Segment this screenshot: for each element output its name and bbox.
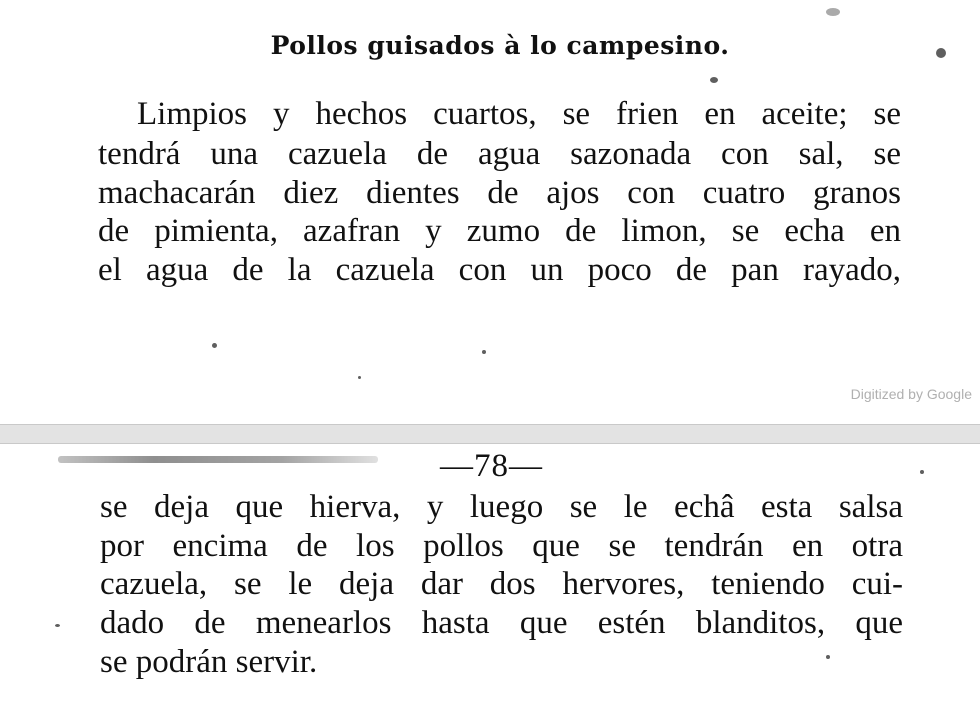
ink-speck	[936, 48, 946, 58]
digitized-watermark: Digitized by Google	[850, 386, 972, 402]
ink-speck	[920, 470, 924, 474]
text-line: el agua de la cazuela con un poco de pan rayado,	[98, 252, 901, 288]
ink-speck	[358, 376, 361, 379]
ink-speck	[826, 655, 830, 659]
text-line: de pimienta, azafran y zumo de limon, se echa en	[98, 213, 901, 249]
ink-speck	[55, 624, 60, 627]
text-line: dado de menearlos hasta que estén blanditos, que	[100, 605, 903, 641]
scan-artifact	[58, 456, 378, 463]
ink-speck	[710, 77, 718, 83]
ink-speck	[482, 350, 486, 354]
page-number: —78—	[440, 448, 543, 484]
text-line: tendrá una cazuela de agua sazonada con sal, se	[98, 136, 901, 172]
ink-speck	[826, 8, 840, 16]
text-line: cazuela, se le deja dar dos hervores, teniendo cui-	[100, 566, 903, 602]
text-line: se deja que hierva, y luego se le echâ esta salsa	[100, 489, 903, 525]
page-separator	[0, 424, 980, 444]
text-line: se podrán servir.	[100, 644, 318, 680]
recipe-heading: Pollos guisados à lo campesino.	[270, 31, 730, 60]
text-line: por encima de los pollos que se tendrán en otra	[100, 528, 903, 564]
text-line: Limpios y hechos cuartos, se frien en aceite; se	[137, 96, 901, 132]
ink-speck	[212, 343, 217, 348]
text-line: machacarán diez dientes de ajos con cuatro granos	[98, 175, 901, 211]
